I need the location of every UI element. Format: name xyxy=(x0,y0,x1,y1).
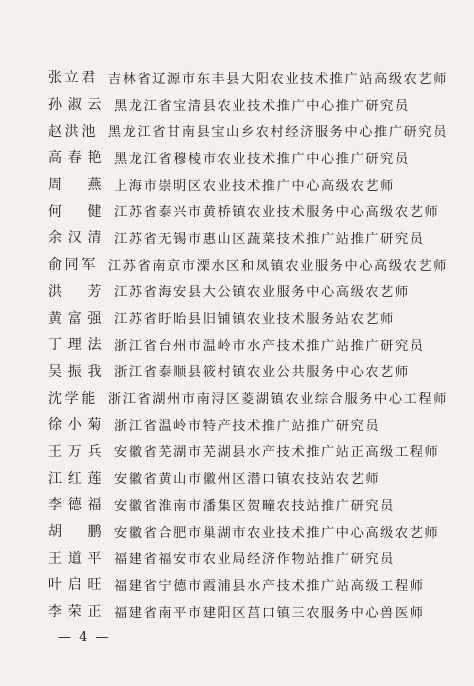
list-item xyxy=(48,278,448,305)
person-name: 高春艳 xyxy=(48,150,102,167)
person-affiliation: 江苏省海安县大公镇农业服务中心高级农艺师 xyxy=(114,285,410,301)
person-affiliation: 安徽省芜湖市芜湖县水产技术推广站正高级工程师 xyxy=(114,445,440,461)
list-item xyxy=(48,224,448,251)
person-name: 吴振我 xyxy=(48,363,102,380)
person-affiliation: 福建省福安市农业局经济作物站推广研究员 xyxy=(114,552,395,568)
person-affiliation: 江苏省泰兴市黄桥镇农业技术服务中心高级农艺师 xyxy=(114,205,440,221)
person-affiliation: 江苏省无锡市惠山区蔬菜技术推广站推广研究员 xyxy=(114,231,425,247)
person-name: 徐小菊 xyxy=(48,417,102,434)
person-name: 江红莲 xyxy=(48,470,102,487)
list-item xyxy=(48,91,448,118)
person-name: 胡 鹏 xyxy=(48,524,102,541)
list-item xyxy=(48,331,448,358)
person-affiliation: 浙江省台州市温岭市水产技术推广站推广研究员 xyxy=(114,338,425,354)
person-affiliation: 福建省宁德市霞浦县水产技术推广站高级工程师 xyxy=(114,578,425,594)
person-affiliation: 吉林省辽源市东丰县大阳农业技术推广站高级农艺师 xyxy=(107,71,448,87)
person-affiliation: 上海市崇明区农业技术推广中心高级农艺师 xyxy=(114,178,395,194)
person-name: 李德福 xyxy=(48,497,102,514)
list-item xyxy=(48,171,448,198)
list-item xyxy=(48,144,448,171)
list-item xyxy=(48,464,448,491)
person-name: 王万兵 xyxy=(48,443,102,460)
list-item xyxy=(48,438,448,465)
person-affiliation: 江苏省盱眙县旧铺镇农业技术服务站农艺师 xyxy=(114,312,395,328)
person-affiliation: 江苏省南京市溧水区和凤镇农业服务中心高级农艺师 xyxy=(107,258,448,274)
person-name: 叶启旺 xyxy=(48,577,102,594)
person-affiliation: 黑龙江省穆棱市农业技术推广中心推广研究员 xyxy=(114,151,410,167)
person-name: 李荣正 xyxy=(48,604,102,621)
person-name: 周 燕 xyxy=(48,177,102,194)
page-number: — 4 — xyxy=(58,630,111,645)
person-name: 孙淑云 xyxy=(48,97,102,114)
list-item xyxy=(48,518,448,545)
list-item xyxy=(48,598,448,625)
person-name: 张立君 xyxy=(48,70,96,87)
list-item xyxy=(48,358,448,385)
list-item xyxy=(48,251,448,278)
person-affiliation: 黑龙江省宝清县农业技术推广中心推广研究员 xyxy=(114,98,410,114)
list-item xyxy=(48,544,448,571)
list-item xyxy=(48,491,448,518)
list-item xyxy=(48,197,448,224)
person-name: 王道平 xyxy=(48,550,102,567)
person-affiliation: 浙江省湖州市南浔区菱湖镇农业综合服务中心工程师 xyxy=(107,392,448,408)
list-item xyxy=(48,384,448,411)
person-name: 沈学能 xyxy=(48,390,96,407)
person-name: 俞同军 xyxy=(48,257,96,274)
name-list xyxy=(48,64,448,624)
person-name: 黄富强 xyxy=(48,310,102,327)
person-affiliation: 安徽省合肥市巢湖市农业技术推广中心高级农艺师 xyxy=(114,525,440,541)
person-affiliation: 浙江省泰顺县筱村镇农业公共服务中心农艺师 xyxy=(114,365,410,381)
person-name: 洪 芳 xyxy=(48,283,102,300)
list-item xyxy=(48,64,448,91)
person-name: 余汉清 xyxy=(48,230,102,247)
list-item xyxy=(48,571,448,598)
person-name: 赵洪池 xyxy=(48,123,96,140)
person-name: 丁理法 xyxy=(48,337,102,354)
person-affiliation: 福建省南平市建阳区莒口镇三农服务中心兽医师 xyxy=(114,605,425,621)
person-affiliation: 安徽省淮南市潘集区贺疃农技站推广研究员 xyxy=(114,498,395,514)
list-item xyxy=(48,304,448,331)
person-affiliation: 浙江省温岭市特产技术推广站推广研究员 xyxy=(114,418,381,434)
person-affiliation: 黑龙江省甘南县宝山乡农村经济服务中心推广研究员 xyxy=(107,125,448,141)
list-item xyxy=(48,411,448,438)
person-affiliation: 安徽省黄山市徽州区潜口镇农技站农艺师 xyxy=(114,472,381,488)
person-name: 何 健 xyxy=(48,203,102,220)
list-item xyxy=(48,117,448,144)
